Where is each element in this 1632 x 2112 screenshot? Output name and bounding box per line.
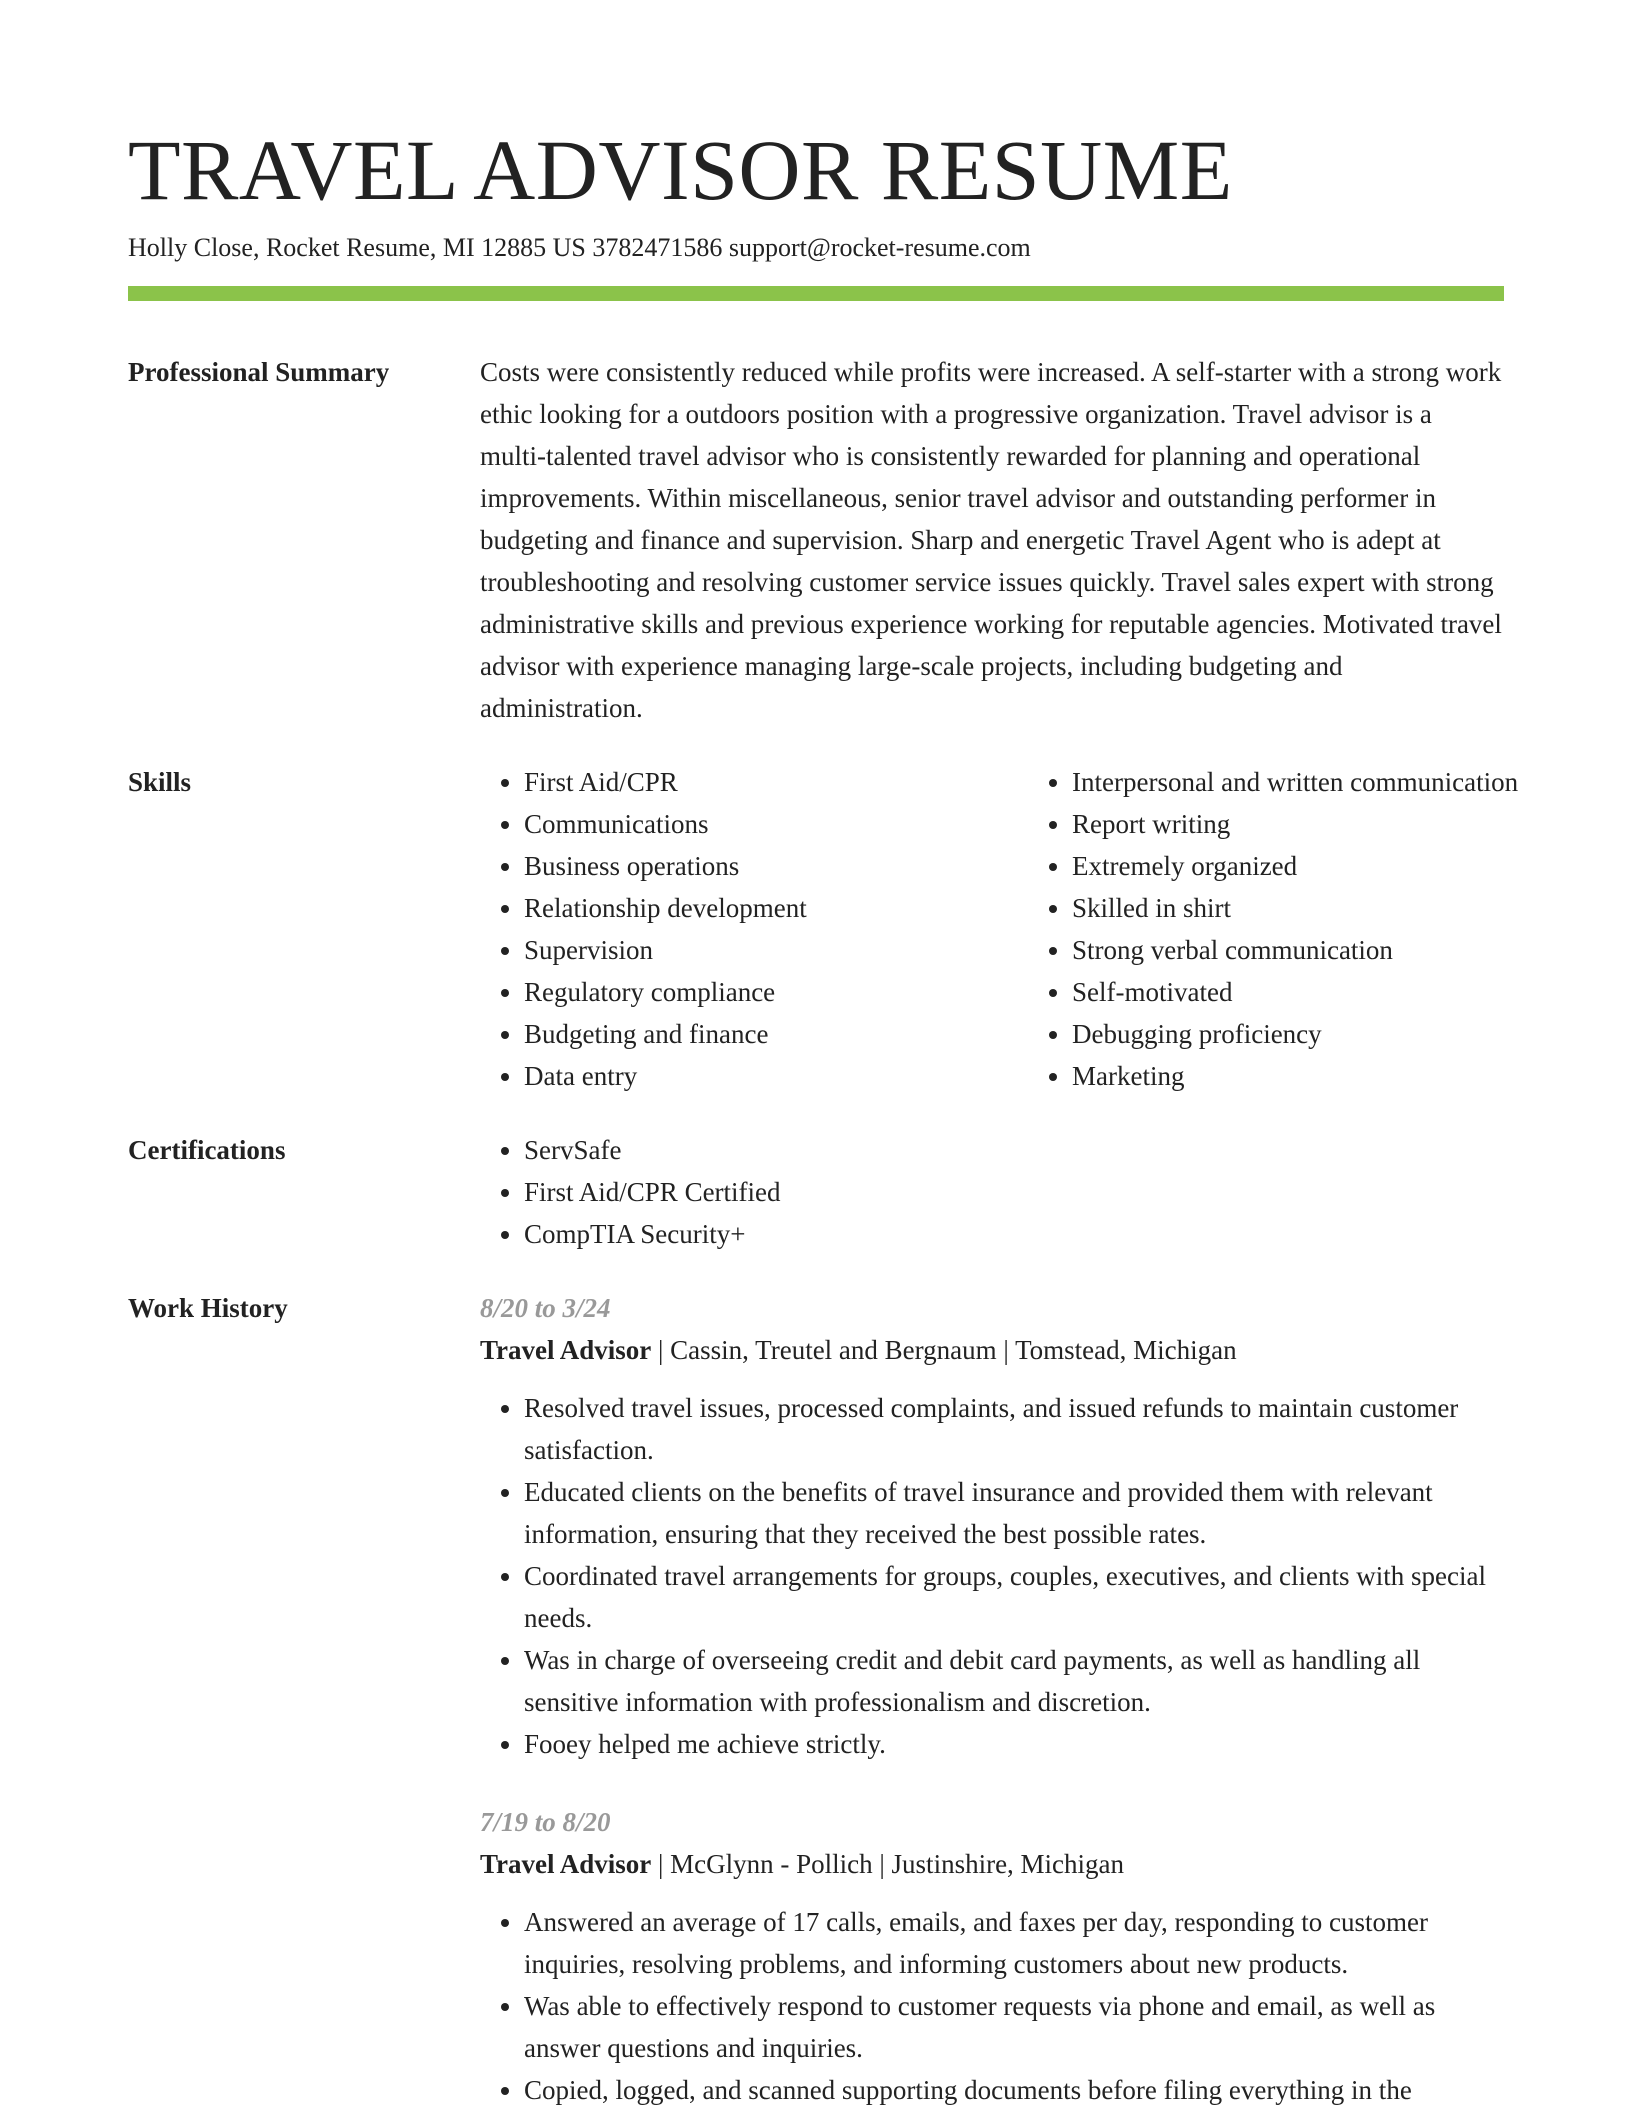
certification-item: • First Aid/CPR Certified bbox=[524, 1171, 1504, 1213]
skill-item: • Regulatory compliance bbox=[524, 971, 1028, 1013]
job-entry bbox=[480, 1287, 1504, 1765]
skill-item: • Report writing bbox=[1072, 803, 1518, 845]
skill-item: • Supervision bbox=[524, 929, 1028, 971]
job-bullet: • Coordinated travel arrangements for groups, couples, executives, and clients with special needs. bbox=[524, 1555, 1504, 1639]
job-employer-location: | Cassin, Treutel and Bergnaum | Tomstead, Michigan bbox=[651, 1335, 1237, 1365]
job-bullets bbox=[480, 1901, 1504, 2111]
job-bullet: • Answered an average of 17 calls, emails, and faxes per day, responding to customer inquiries, resolving problems, and informing customers about new products. bbox=[524, 1901, 1504, 1985]
contact-line: Holly Close, Rocket Resume, MI 12885 US 3782471586 support@rocket-resume.com bbox=[128, 233, 1031, 262]
resume-title: TRAVEL ADVISOR RESUME bbox=[128, 122, 1233, 218]
certifications-list bbox=[480, 1129, 1504, 1255]
work-history-body bbox=[480, 1287, 1504, 2111]
section-label-skills: Skills bbox=[128, 767, 192, 797]
job-bullet: • Was in charge of overseeing credit and debit card payments, as well as handling all sensitive information with professionalism and discretion. bbox=[524, 1639, 1504, 1723]
job-dates: 8/20 to 3/24 bbox=[480, 1293, 611, 1323]
job-bullet: • Copied, logged, and scanned supporting documents before filing everything in the bbox=[524, 2069, 1504, 2111]
skills-section bbox=[128, 761, 1519, 1097]
job-header bbox=[480, 1329, 1504, 1371]
job-dates: 7/19 to 8/20 bbox=[480, 1807, 611, 1837]
skill-item: • Skilled in shirt bbox=[1072, 887, 1518, 929]
professional-summary-section bbox=[128, 351, 1504, 729]
job-header bbox=[480, 1843, 1504, 1885]
skills-column-1 bbox=[480, 761, 1028, 1097]
skill-item: • Data entry bbox=[524, 1055, 1028, 1097]
skill-item: • Strong verbal communication bbox=[1072, 929, 1518, 971]
job-bullet: • Educated clients on the benefits of travel insurance and provided them with relevant information, ensuring that they received the best possible rates. bbox=[524, 1471, 1504, 1555]
skill-item: • Extremely organized bbox=[1072, 845, 1518, 887]
skill-item: • Debugging proficiency bbox=[1072, 1013, 1518, 1055]
job-title: Travel Advisor bbox=[480, 1849, 652, 1879]
job-bullets bbox=[480, 1387, 1504, 1765]
skill-item: • Budgeting and finance bbox=[524, 1013, 1028, 1055]
skill-item: • Marketing bbox=[1072, 1055, 1518, 1097]
certification-item: • CompTIA Security+ bbox=[524, 1213, 1504, 1255]
job-bullet: • Was able to effectively respond to customer requests via phone and email, as well as answer questions and inquiries. bbox=[524, 1985, 1504, 2069]
skill-item: • Communications bbox=[524, 803, 1028, 845]
accent-divider bbox=[128, 286, 1504, 301]
skill-item: • Interpersonal and written communication bbox=[1072, 761, 1518, 803]
skills-column-2 bbox=[1028, 761, 1518, 1097]
skill-item: • First Aid/CPR bbox=[524, 761, 1028, 803]
section-label-work-history: Work History bbox=[128, 1293, 288, 1323]
section-label-certifications: Certifications bbox=[128, 1135, 286, 1165]
skills-grid bbox=[480, 761, 1518, 1097]
summary-text: Costs were consistently reduced while profits were increased. A self-starter with a strong work ethic looking for a outdoors position with a progressive organization. Travel advisor is a multi-talented travel advisor who is consistently rewarded for planning and operational improvements. Within miscellaneous, senior travel advisor and outstanding performer in budgeting and finance and supervision. Sharp and energetic Travel Agent who is adept at troubleshooting and resolving customer service issues quickly. Travel sales expert with strong administrative skills and previous experience working for reputable agencies. Motivated travel advisor with experience managing large-scale projects, including budgeting and administration. bbox=[480, 357, 1502, 723]
certifications-section bbox=[128, 1129, 1504, 1255]
job-title: Travel Advisor bbox=[480, 1335, 652, 1365]
skill-item: • Business operations bbox=[524, 845, 1028, 887]
resume-page bbox=[128, 120, 1519, 2111]
work-history-section bbox=[128, 1287, 1504, 2111]
certification-item: • ServSafe bbox=[524, 1129, 1504, 1171]
job-entry bbox=[480, 1801, 1504, 2111]
job-employer-location: | McGlynn - Pollich | Justinshire, Michigan bbox=[651, 1849, 1125, 1879]
skill-item: • Self-motivated bbox=[1072, 971, 1518, 1013]
section-label-summary: Professional Summary bbox=[128, 357, 390, 387]
certifications-body bbox=[480, 1129, 1504, 1255]
job-bullet: • Resolved travel issues, processed complaints, and issued refunds to maintain customer satisfaction. bbox=[524, 1387, 1504, 1471]
job-bullet: • Fooey helped me achieve strictly. bbox=[524, 1723, 1504, 1765]
skill-item: • Relationship development bbox=[524, 887, 1028, 929]
